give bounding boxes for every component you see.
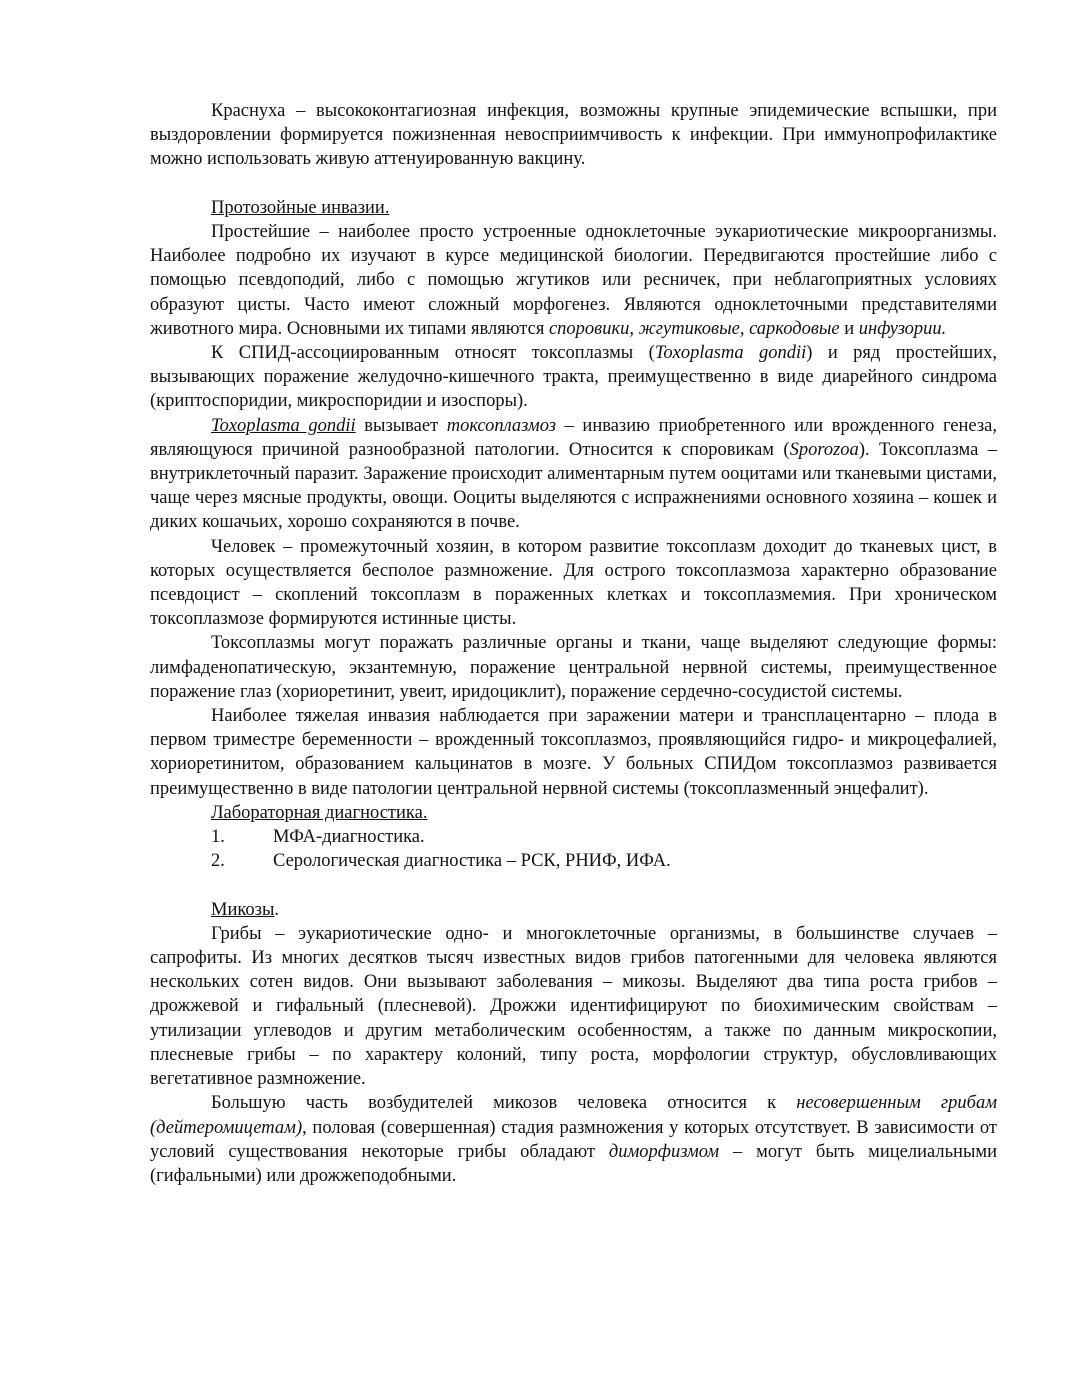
imperfect-fungi-paragraph: Большую часть возбудителей микозов человека относится к несовершенным грибам (дейтеромицетам), половая (совершенная) стадия размножения у которых отсутствует. В зависимости от условий существования некоторые грибы обладают диморфизмом – могут быть мицелиальными (гифальными) или дрожжеподобными.	[150, 1093, 997, 1186]
forms-paragraph: Токсоплазмы могут поражать различные органы и ткани, чаще выделяют следующие формы: лимфаденопатическую, экзантемную, поражение центральной нервной системы, преимущественное поражение глаз (хориоретинит, увеит, иридоциклит), поражение сердечно-сосудистой системы.	[150, 633, 997, 702]
imperfect-fungi-term: несовершенным грибам (дейтеромицетам)	[150, 1093, 997, 1138]
paragraph-gap	[150, 873, 997, 897]
aids-associated-paragraph: К СПИД-ассоциированным относят токсоплазмы (Toxoplasma gondii) и ряд простейших, вызывающих поражение желудочно-кишечного тракта, преимущественно в виде диарейного синдрома (криптоспоридии, микроспоридии и изоспоры).	[150, 343, 997, 412]
list-item-text: МФА-диагностика.	[273, 827, 425, 848]
species-name: Toxoplasma gondii	[654, 343, 807, 364]
mycoses-heading: Микозы.	[211, 899, 280, 920]
dimorphism-term: диморфизмом	[608, 1141, 720, 1162]
host-paragraph: Человек – промежуточный хозяин, в котором развитие токсоплазм доходит до тканевых цист, в которых осуществляется бесполое размножение. Для острого токсоплазмоза характерно образование псевдоцист – скоплений токсоплазм в пораженных клетках и токсоплазмемия. При хроническом токсоплазмозе формируются истинные цисты.	[150, 536, 997, 630]
class-name: Sporozoa	[789, 439, 859, 460]
rubella-paragraph: Краснуха – высококонтагиозная инфекция, возможны крупные эпидемические вспышки, при выздоровлении формируется пожизненная невосприимчивость к инфекции. При иммунопрофилактике можно использовать живую аттенуированную вакцину.	[150, 101, 997, 170]
paragraph-gap	[150, 172, 997, 196]
severe-invasion-paragraph: Наиболее тяжелая инвазия наблюдается при заражении матери и трансплацентарно – плода в первом триместре беременности – врожденный токсоплазмоз, проявляющийся гидро- и микроцефалией, хориоретинитом, образованием кальцинатов в мозге. У больных СПИДом токсоплазмоз развивается преимущественно в виде патологии центральной нервной системы (токсоплазменный энцефалит).	[150, 706, 997, 799]
list-item	[150, 849, 997, 873]
toxoplasma-paragraph: Toxoplasma gondii вызывает токсоплазмоз – инвазию приобретенного или врожденного генеза, являющуюся причиной разнообразной патологии. Относится к споровикам (Sporozoa). Токсоплазма – внутриклеточный паразит. Заражение происходит алиментарным путем ооцитами или тканевыми цистами, чаще через мясные продукты, овощи. Ооциты выделяются с испражнениями основного хозяина – кошек и диких кошачьих, хорошо сохраняются в почве.	[150, 415, 998, 533]
protozoa-types: споровики, жгутиковые, саркодовые	[548, 318, 840, 339]
document-page	[150, 99, 997, 1188]
list-item-number: 1.	[211, 827, 225, 848]
infusoria-term: инфузории.	[858, 318, 947, 339]
protozoa-intro-paragraph: Простейшие – наиболее просто устроенные одноклеточные эукариотические микроорганизмы. Наиболее подробно их изучают в курсе медицинской биологии. Передвигаются простейшие либо с помощью псевдоподий, либо с помощью жгутиков или ресничек, при неблагоприятных условиях образуют цисты. Часто имеют сложный морфогенез. Являются одноклеточными представителями животного мира. Основными их типами являются споровики, жгутиковые, саркодовые и инфузории.	[150, 222, 997, 339]
disease-term: токсоплазмоз	[446, 415, 556, 436]
protozoa-heading: Протозойные инвазии.	[211, 197, 390, 218]
lab-diagnostics-heading: Лабораторная диагностика.	[211, 802, 428, 823]
list-item-number: 2.	[211, 851, 225, 872]
list-item	[150, 825, 997, 849]
fungi-paragraph: Грибы – эукариотические одно- и многоклеточные организмы, в большинстве случаев – сапрофиты. Из многих десятков тысяч известных видов грибов патогенными для человека являются нескольких сотен видов. Они вызывают заболевания – микозы. Выделяют два типа роста грибов – дрожжевой и гифальный (плесневой). Дрожжи идентифицируют по биохимическим свойствам – утилизации углеводов и другим метаболическим особенностям, а также по данным микроскопии, плесневые грибы – по характеру колоний, типу роста, морфологии структур, обусловливающих вегетативное размножение.	[150, 923, 997, 1090]
species-name-underlined: Toxoplasma gondii	[211, 415, 356, 436]
list-item-text: Серологическая диагностика – РСК, РНИФ, ИФА.	[273, 851, 671, 872]
